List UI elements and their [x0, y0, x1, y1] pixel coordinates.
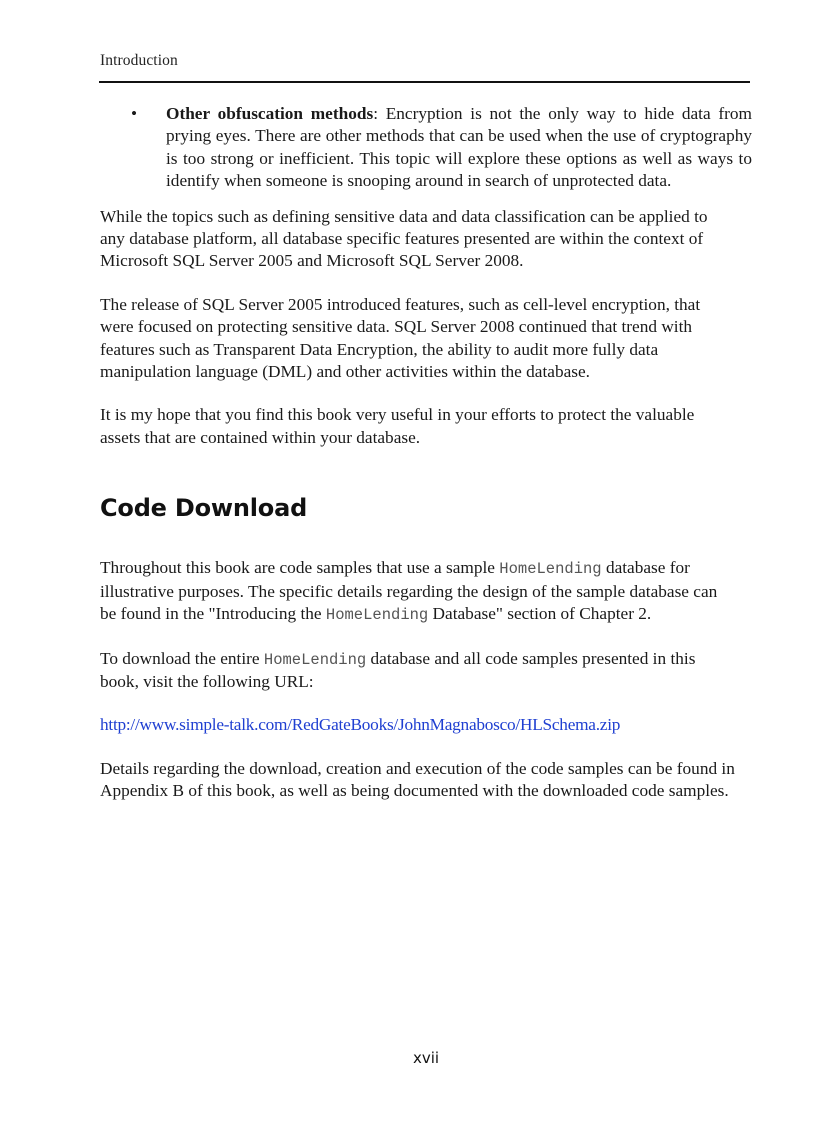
inline-code-homelending: HomeLending	[499, 560, 602, 579]
text-run: database and all code samples presented in this book, visit the following URL:	[100, 648, 696, 691]
running-header-title: Introduction	[100, 52, 178, 69]
paragraph-platform-scope: While the topics such as defining sensitive data and data classification can be applied to any database platform, all database specific features presented are within the context of Microsoft SQL Server 2005 and Microsoft SQL Server 2008.	[100, 206, 708, 271]
download-url-link[interactable]: http://www.simple-talk.com/RedGateBooks/JohnMagnabosco/HLSchema.zip	[100, 715, 621, 735]
paragraph-download-instructions	[100, 648, 720, 694]
paragraph-author-hope: It is my hope that you find this book very useful in your efforts to protect the valuable assets that are contained within your database.	[100, 405, 695, 447]
text-run: Database" section of Chapter 2.	[428, 604, 652, 624]
bullet-term: Other obfuscation methods	[166, 104, 374, 123]
page-body	[100, 103, 752, 824]
text-run: database for illustrative purposes. The specific details regarding the design of the sample database can be found in the "Introducing the	[100, 558, 718, 624]
text-run: Throughout this book are code samples that use a sample	[100, 558, 500, 578]
paragraph-sql-server-features: The release of SQL Server 2005 introduced features, such as cell-level encryption, that were focused on protecting sensitive data. SQL Server 2008 continued that trend with features such as Transparent Data Encryption, the ability to audit more fully data manipulation language (DML) and other activities within the database.	[100, 294, 701, 382]
section-heading-code-download: Code Download	[100, 494, 308, 523]
paragraph-code-samples	[100, 557, 720, 626]
download-url-line	[100, 714, 752, 736]
bullet-item	[100, 103, 752, 193]
text-run: To download the entire	[100, 648, 264, 668]
bullet-text-block	[166, 103, 752, 193]
bullet-separator: :	[373, 104, 378, 123]
bullet-marker: •	[131, 104, 138, 123]
page-number: xvii	[412, 1049, 440, 1067]
bullet-description: Encryption is not the only way to hide data from prying eyes. There are other methods that can be used when the use of cryptography is too strong or inefficient. This topic will explore these options as well as ways to identify when someone is snooping around in search of unprotected data.	[166, 104, 752, 191]
paragraph-download-details: Details regarding the download, creation and execution of the code samples can be found in Appendix B of this book, as well as being documented with the downloaded code samples.	[100, 758, 735, 801]
inline-code-homelending: HomeLending	[263, 650, 367, 669]
inline-code-homelending: HomeLending	[325, 606, 429, 625]
header-rule	[99, 81, 750, 83]
